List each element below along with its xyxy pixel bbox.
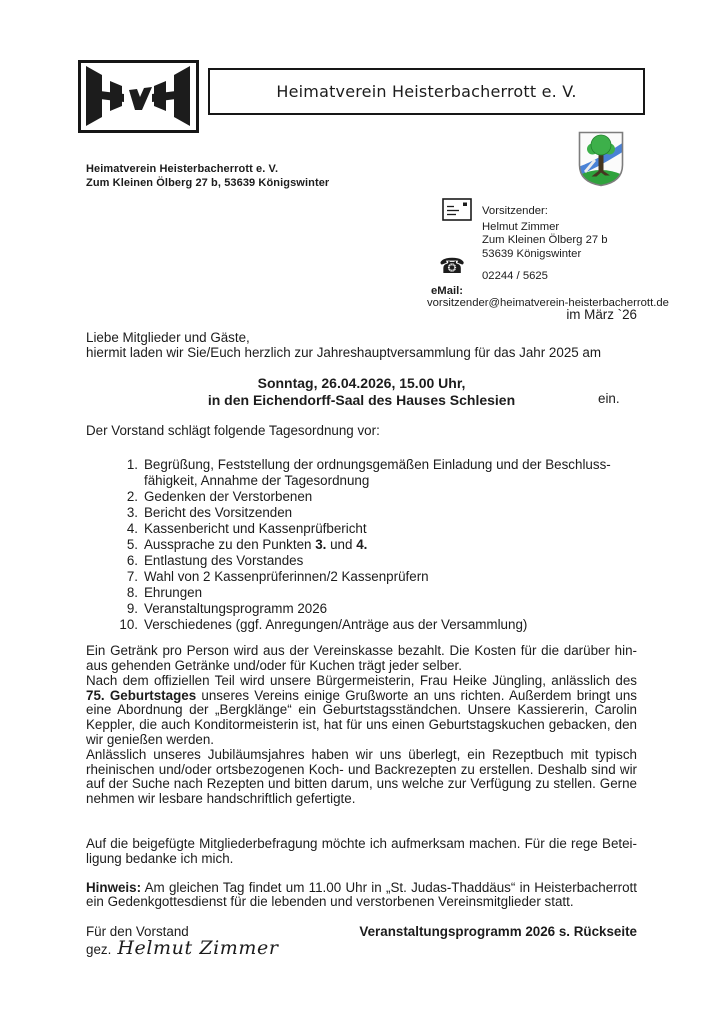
closing-left: Für den Vorstand	[86, 924, 189, 940]
agenda-item-number: 7.	[126, 569, 138, 585]
agenda-item-number: 5.	[126, 537, 138, 553]
signature-name: Helmut Zimmer	[117, 936, 279, 959]
agenda-item	[86, 569, 637, 585]
sender-address	[86, 163, 329, 191]
agenda-item-text: Kassenbericht und Kassenprüfbericht	[144, 521, 367, 537]
signature-row	[86, 936, 637, 959]
agenda-item-text: Entlastung des Vorstandes	[144, 553, 304, 569]
agenda-item-number: 8.	[126, 585, 138, 601]
intro-line: hiermit laden wir Sie/Euch herzlich zur Jahreshauptversammlung für das Jahr 2025 am	[86, 344, 602, 360]
agenda-item-number: 3.	[126, 505, 138, 521]
hvh-logo	[78, 60, 199, 133]
agenda-item	[86, 585, 637, 601]
sender-line2: Zum Kleinen Ölberg 27 b, 53639 Königswinter	[86, 176, 330, 189]
agenda-item-number: 9.	[126, 601, 138, 617]
phone-icon: ☎	[439, 255, 466, 278]
letterhead-title-box	[208, 68, 645, 115]
paragraph-hinweis: Hinweis: Am gleichen Tag findet um 11.00 Uhr in „St. Judas-Thaddäus“ in Heisterbacherrott ein Gedenkgottesdienst für die lebenden und verstorbenen Vereinsmitglieder statt.	[86, 879, 637, 910]
paragraph-survey: Auf die beigefügte Mitgliederbefragung möchte ich aufmerksam machen. Für die rege Betei- ligung bedanke ich mich.	[86, 835, 637, 866]
agenda-list	[86, 457, 637, 633]
letter-body	[86, 308, 637, 958]
agenda-item	[86, 617, 637, 633]
contact-email-label: eMail:	[431, 285, 464, 297]
agenda-intro: Der Vorstand schlägt folgende Tagesordnung vor:	[86, 423, 380, 439]
agenda-item-text: Ehrungen	[144, 585, 203, 601]
agenda-item-number: 1.	[126, 457, 138, 473]
agenda-item-text: Begrüßung, Feststellung der ordnungsgemäßen Einladung und der Beschluss- fähigkeit, Annahme der Tagesordnung	[144, 457, 611, 489]
signature-prefix: gez.	[86, 941, 112, 957]
agenda-item	[86, 601, 637, 617]
paragraph-drinks: Ein Getränk pro Person wird aus der Vereinskasse bezahlt. Die Kosten für die darüber hin- aus gehenden Getränke und/oder für Kuchen trägt jeder selber.	[86, 643, 637, 673]
agenda-item-number: 10.	[119, 617, 138, 633]
agenda-item	[86, 505, 637, 521]
sender-line1: Heimatverein Heisterbacherrott e. V.	[86, 163, 279, 175]
coat-of-arms-icon	[578, 131, 624, 189]
agenda-item-text: Aussprache zu den Punkten 3. und 4.	[144, 537, 368, 553]
agenda-item-text: Veranstaltungsprogramm 2026	[144, 601, 328, 617]
salutation: Liebe Mitglieder und Gäste,	[86, 329, 250, 345]
agenda-item-number: 4.	[126, 521, 138, 537]
agenda-item-text: Gedenken der Verstorbenen	[144, 489, 313, 505]
subject-line2: in den Eichendorff-Saal des Hauses Schlesien	[207, 391, 516, 408]
paragraph-recipes: Anlässlich unseres Jubiläumsjahres haben wir uns überlegt, ein Rezeptbuch mit typisch rheinischen und/oder ortsbezogenen Koch- und Backrezepten zu erstellen. Deshalb sind wir auf der Suche nach Rezepten und bitten darum, uns welche zur Verfügung zu stellen. Gerne nehmen wir lesbare handschriftlich gefertigte.	[86, 746, 637, 807]
paragraph-birthday: Nach dem offiziellen Teil wird unsere Bürgermeisterin, Frau Heike Jüngling, anlässlich des 75. Geburtstages unseres Vereins einige Grußworte an uns richten. Außerdem bringt uns eine Abordnung der „Bergklänge“ ein Geburtstagsständchen. Unsere Kassiererin, Carolin Keppler, die auch Konditormeisterin ist, hat für uns einen Geburtstagskuchen gebacken, den wir genießen werden.	[86, 672, 638, 747]
contact-email-address: vorsitzender@heimatverein-heisterbacherrott.de	[427, 297, 669, 309]
hvh-logo-graphic	[82, 64, 194, 128]
subject-block	[86, 375, 637, 408]
contact-phone-number: 02244 / 5625	[482, 270, 548, 282]
letterhead-title: Heimatverein Heisterbacherrott e. V.	[276, 82, 577, 101]
envelope-icon	[442, 198, 473, 222]
agenda-item	[86, 489, 637, 505]
agenda-item-number: 6.	[126, 553, 138, 569]
subject-line1: Sonntag, 26.04.2026, 15.00 Uhr,	[257, 375, 466, 392]
agenda-item-text: Wahl von 2 Kassenprüferinnen/2 Kassenprüfern	[144, 569, 429, 585]
agenda-item	[86, 537, 637, 553]
agenda-item	[86, 553, 637, 569]
agenda-item-number: 2.	[126, 489, 138, 505]
contact-role-label: Vorsitzender:	[482, 205, 548, 217]
agenda-item	[86, 457, 637, 489]
agenda-item	[86, 521, 637, 537]
contact-address: Helmut Zimmer Zum Kleinen Ölberg 27 b 53639 Königswinter	[482, 221, 608, 260]
subject-suffix: ein.	[598, 390, 620, 406]
agenda-item-text: Bericht des Vorsitzenden	[144, 505, 293, 521]
program-note: Veranstaltungsprogramm 2026 s. Rückseite	[359, 924, 637, 940]
agenda-item-text: Verschiedenes (ggf. Anregungen/Anträge aus der Versammlung)	[144, 617, 528, 633]
date-line: im März `26	[566, 307, 637, 322]
